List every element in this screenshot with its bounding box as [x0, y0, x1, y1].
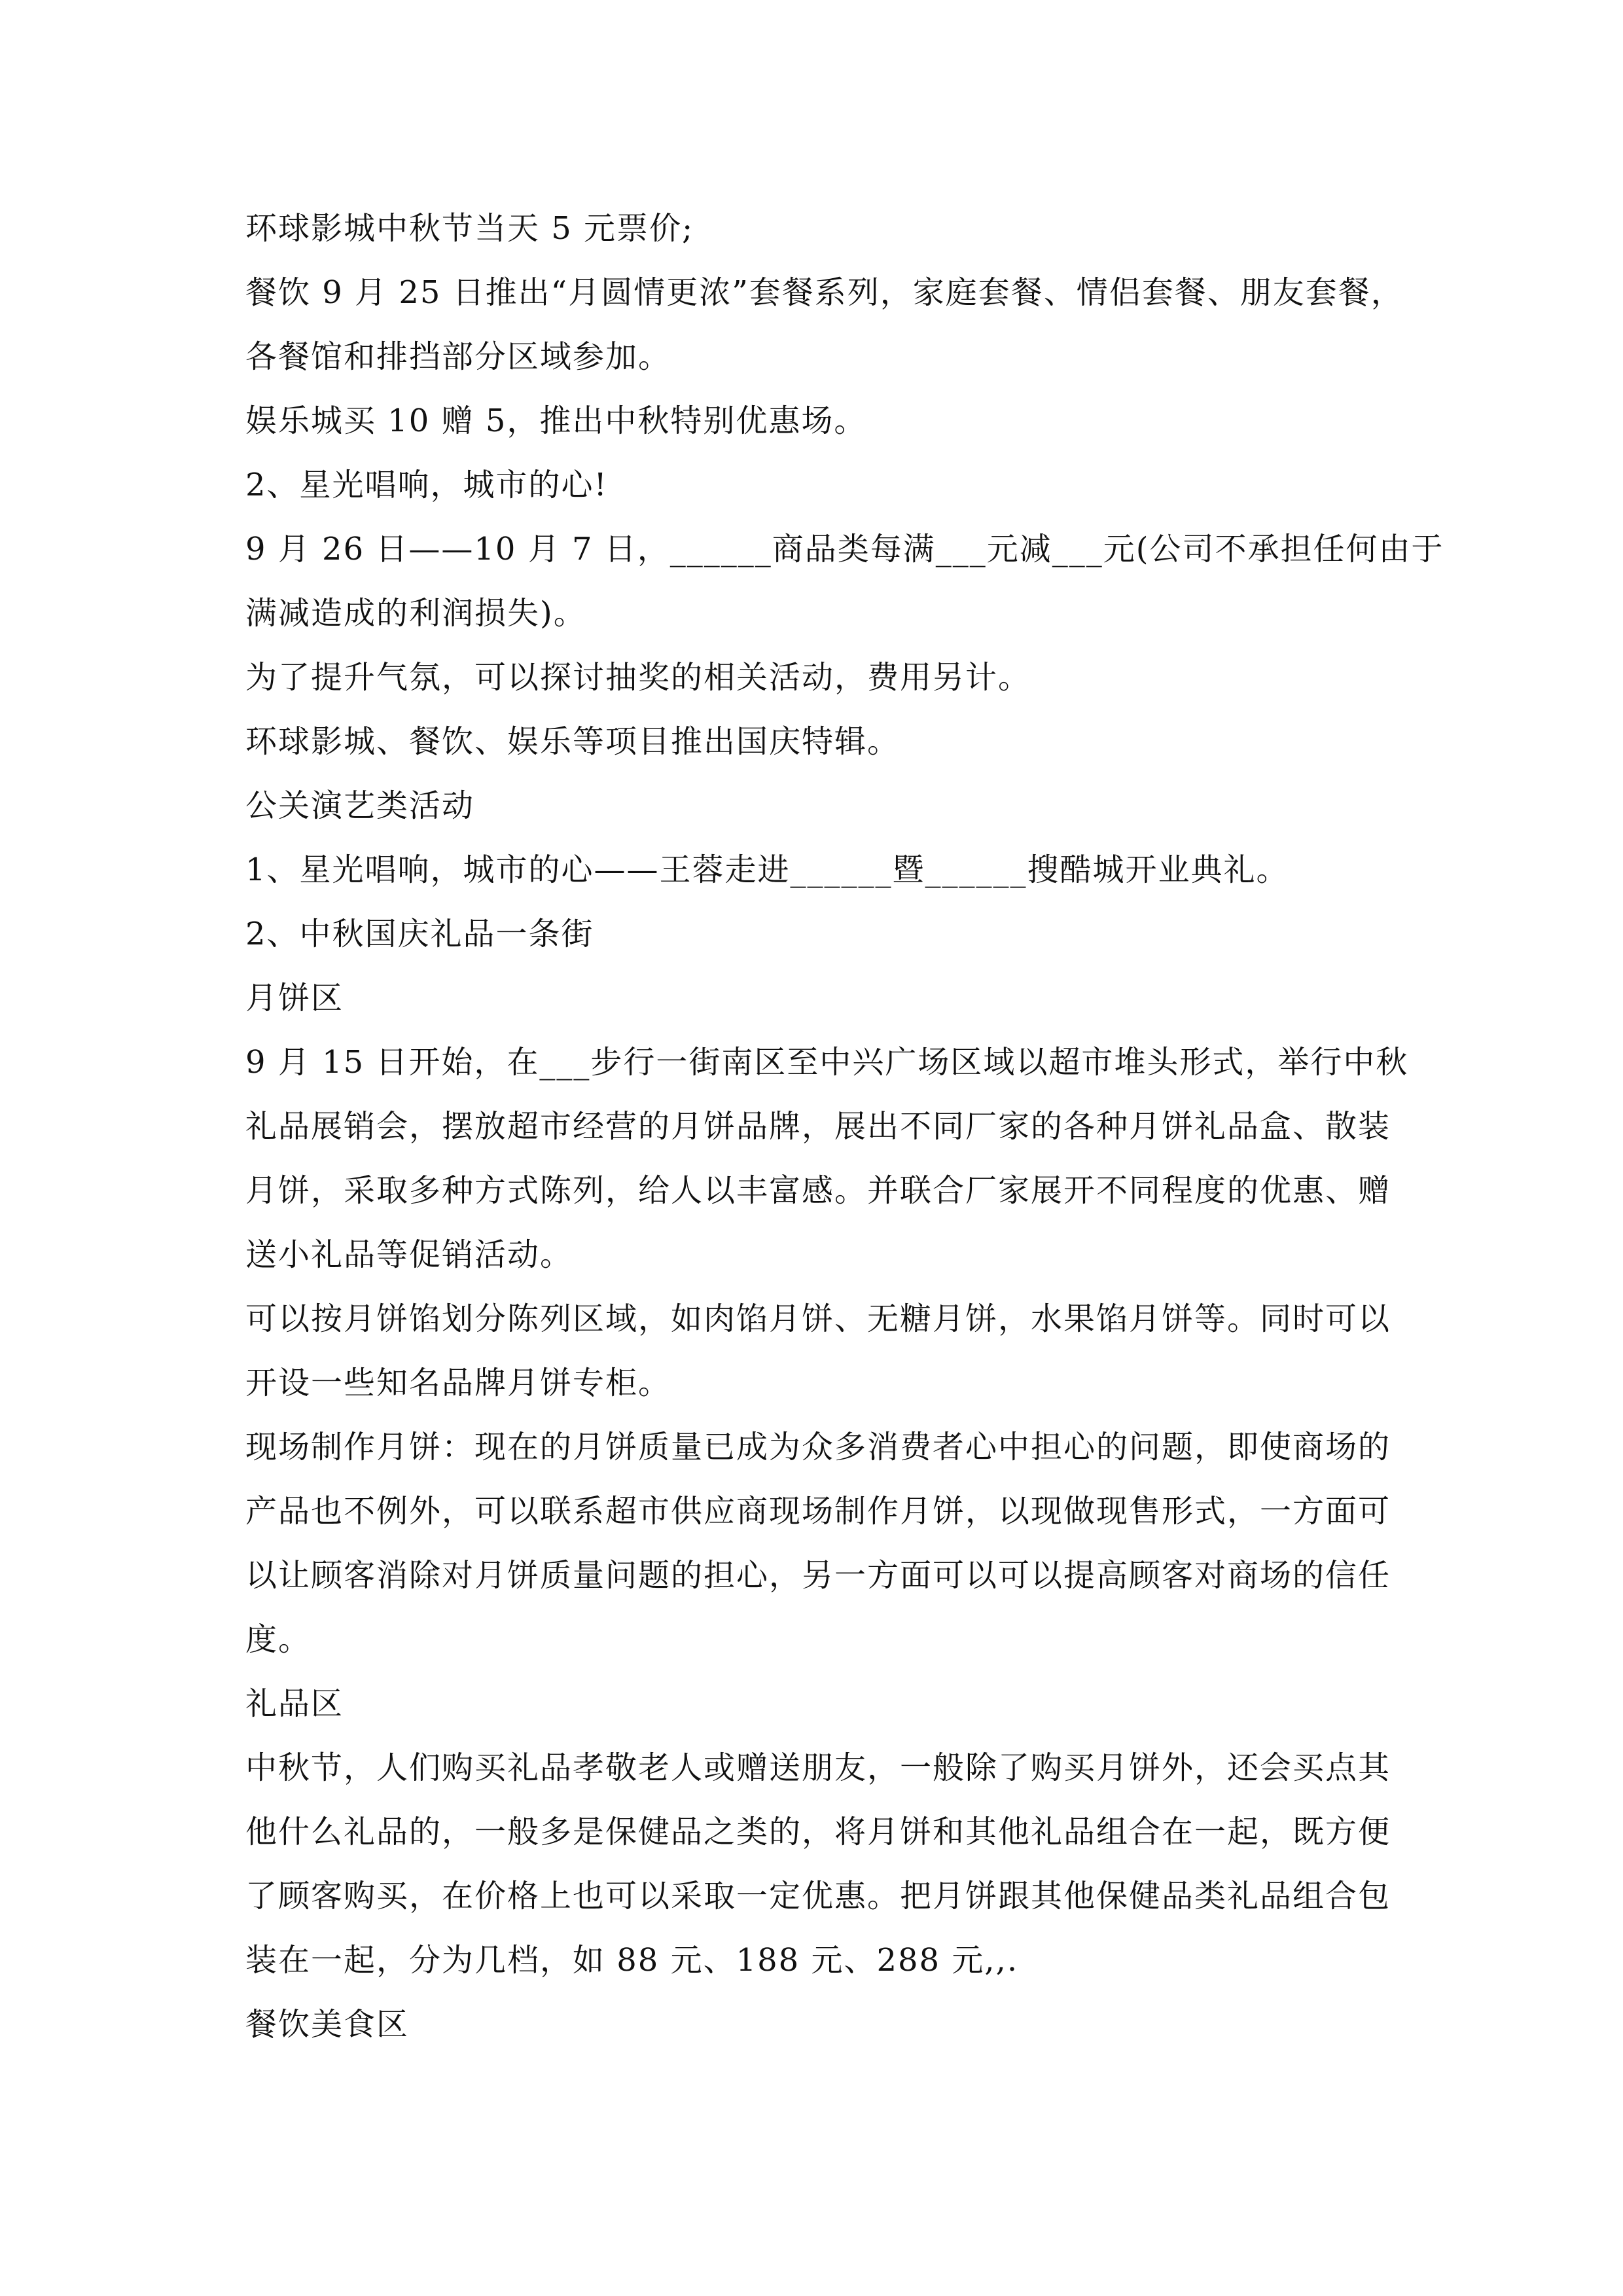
text-line: 各餐馆和排挡部分区域参加。	[245, 338, 671, 375]
section-heading: 2、星光唱响，城市的心!	[245, 467, 608, 503]
text-line: 环球影城、餐饮、娱乐等项目推出国庆特辑。	[245, 723, 901, 760]
text-line: 为了提升气氛，可以探讨抽奖的相关活动，费用另计。	[245, 659, 1031, 696]
text-line: 产品也不例外，可以联系超市供应商现场制作月饼，以现做现售形式，一方面可	[245, 1493, 1391, 1530]
section-heading: 月饼区	[245, 980, 344, 1016]
text-line: 餐饮 9 月 25 日推出“月圆情更浓”套餐系列，家庭套餐、情侣套餐、朋友套餐，	[245, 274, 1404, 311]
text-line: 娱乐城买 10 赠 5，推出中秋特别优惠场。	[245, 403, 867, 439]
text-line: 1、星光唱响，城市的心——王蓉走进______暨______搜酷城开业典礼。	[245, 852, 1289, 888]
text-line: 满减造成的利润损失)。	[245, 595, 586, 632]
text-line: 装在一起，分为几档，如 88 元、188 元、288 元,,.	[245, 1942, 1019, 1979]
text-line: 现场制作月饼：现在的月饼质量已成为众多消费者心中担心的问题，即使商场的	[245, 1429, 1391, 1465]
text-line: 送小礼品等促销活动。	[245, 1236, 573, 1273]
text-line: 度。	[245, 1621, 312, 1658]
text-line: 9 月 15 日开始，在___步行一街南区至中兴广场区域以超市堆头形式，举行中秋	[245, 1044, 1409, 1081]
text-line: 开设一些知名品牌月饼专柜。	[245, 1365, 671, 1401]
text-line: 他什么礼品的，一般多是保健品之类的，将月饼和其他礼品组合在一起，既方便	[245, 1814, 1391, 1850]
text-line: 礼品展销会，摆放超市经营的月饼品牌，展出不同厂家的各种月饼礼品盒、散装	[245, 1108, 1391, 1145]
text-line: 环球影城中秋节当天 5 元票价;	[245, 210, 694, 247]
section-heading: 公关演艺类活动	[245, 787, 475, 824]
text-line: 9 月 26 日——10 月 7 日，______商品类每满___元减___元(公司不承担任何由于	[245, 531, 1444, 567]
text-line: 可以按月饼馅划分陈列区域，如肉馅月饼、无糖月饼，水果馅月饼等。同时可以	[245, 1300, 1391, 1337]
text-line: 以让顾客消除对月饼质量问题的担心，另一方面可以可以提高顾客对商场的信任	[245, 1557, 1391, 1594]
section-heading: 餐饮美食区	[245, 2006, 410, 2043]
section-heading: 礼品区	[245, 1685, 344, 1722]
text-line: 了顾客购买，在价格上也可以采取一定优惠。把月饼跟其他保健品类礼品组合包	[245, 1878, 1391, 1914]
text-line: 中秋节，人们购买礼品孝敬老人或赠送朋友，一般除了购买月饼外，还会买点其	[245, 1749, 1391, 1786]
section-heading: 2、中秋国庆礼品一条街	[245, 916, 594, 952]
text-line: 月饼，采取多种方式陈列，给人以丰富感。并联合厂家展开不同程度的优惠、赠	[245, 1172, 1391, 1209]
document-body	[245, 196, 1444, 2056]
